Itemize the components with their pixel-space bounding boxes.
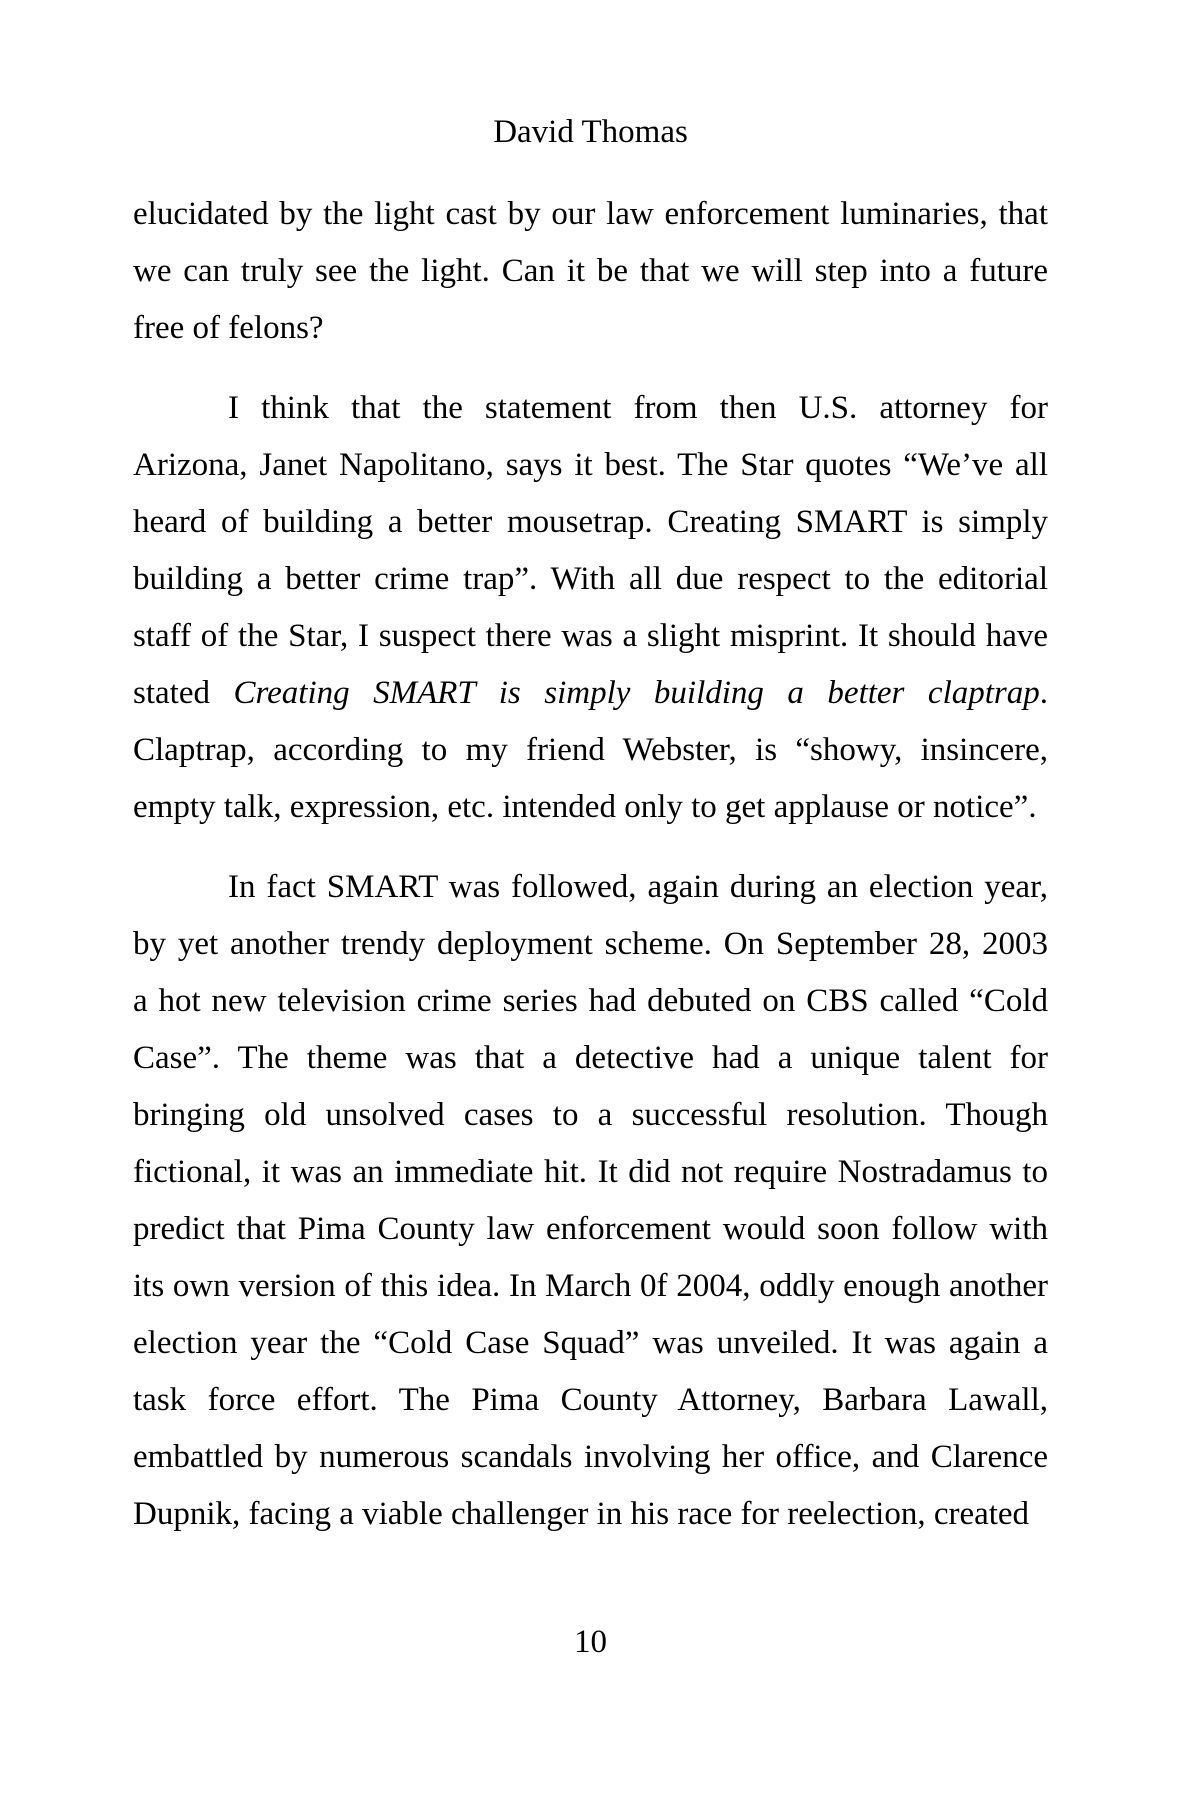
paragraph-1 [133, 186, 1048, 357]
text-line: by yet another trendy deployment scheme. On September 28, 2003 [133, 926, 1048, 962]
text-line: heard of building a better mousetrap. Creating SMART is simply [133, 504, 1048, 540]
text-line: I think that the statement from then U.S. attorney for [228, 390, 1048, 426]
text-line: task force effort. The Pima County Attorney, Barbara Lawall, [133, 1382, 1048, 1418]
text-line: its own version of this idea. In March 0f 2004, oddly enough another [133, 1268, 1048, 1304]
text-line: Claptrap, according to my friend Webster, is “showy, insincere, [133, 732, 1048, 768]
text-line: empty talk, expression, etc. intended only to get applause or notice”. [133, 789, 1037, 825]
text-line: a hot new television crime series had debuted on CBS called “Cold [133, 983, 1048, 1019]
text-line: free of felons? [133, 310, 324, 346]
page-number: 10 [574, 1624, 607, 1660]
text-line: Case”. The theme was that a detective had a unique talent for [133, 1040, 1048, 1076]
text-line: predict that Pima County law enforcement would soon follow with [133, 1211, 1048, 1247]
running-header-author: David Thomas [493, 114, 688, 150]
text-line: elucidated by the light cast by our law enforcement luminaries, that [133, 196, 1048, 232]
text-line: election year the “Cold Case Squad” was unveiled. It was again a [133, 1325, 1048, 1361]
text-line: building a better crime trap”. With all due respect to the editorial [133, 561, 1048, 597]
text-line: bringing old unsolved cases to a successful resolution. Though [133, 1097, 1048, 1133]
text-line-with-italic [133, 665, 1048, 722]
text-line: Arizona, Janet Napolitano, says it best. The Star quotes “We’ve all [133, 447, 1048, 483]
italic-text-segment: Creating SMART is simply building a better claptrap [233, 675, 1040, 711]
paragraph-3 [133, 859, 1048, 1543]
paragraph-2 [133, 380, 1048, 836]
text-line: staff of the Star, I suspect there was a slight misprint. It should have [133, 618, 1048, 654]
text-line: we can truly see the light. Can it be that we will step into a future [133, 253, 1048, 289]
text-line: Dupnik, facing a viable challenger in his race for reelection, created [133, 1496, 1030, 1532]
text-line: fictional, it was an immediate hit. It did not require Nostradamus to [133, 1154, 1048, 1190]
text-line: embattled by numerous scandals involving her office, and Clarence [133, 1439, 1048, 1475]
text-line: In fact SMART was followed, again during an election year, [228, 869, 1048, 905]
text-segment: . [1039, 675, 1048, 711]
text-segment: stated [133, 675, 234, 711]
body-text [133, 186, 1048, 1543]
